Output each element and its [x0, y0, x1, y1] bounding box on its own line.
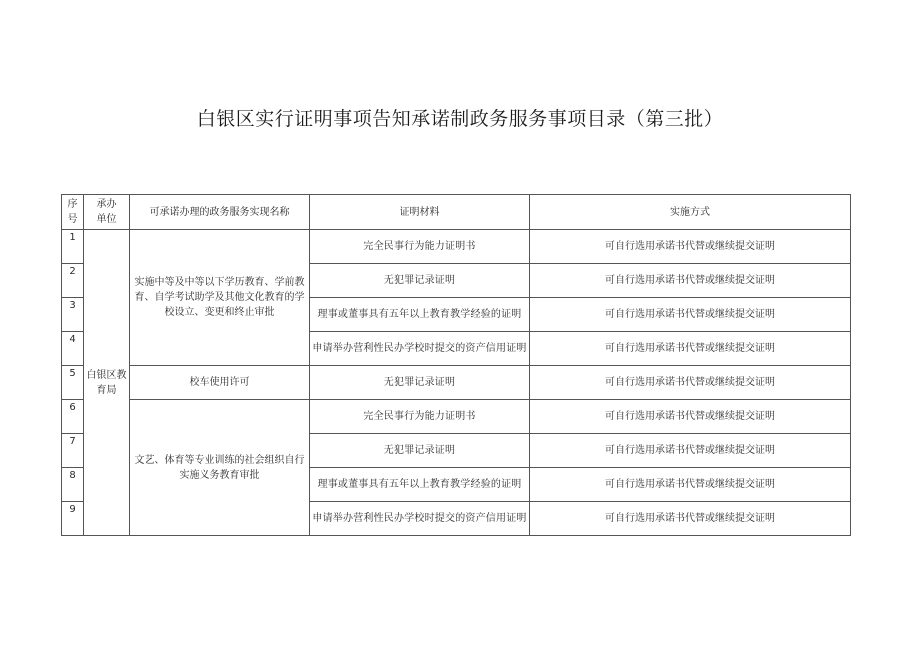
page-title: 白银区实行证明事项告知承诺制政务服务事项目录（第三批） — [196, 108, 724, 130]
material-cell: 理事或董事具有五年以上教育教学经验的证明 — [310, 298, 530, 332]
row-seq: 1 — [62, 230, 84, 264]
material-cell: 完全民事行为能力证明书 — [310, 400, 530, 434]
method-cell: 可自行选用承诺书代替或继续提交证明 — [530, 366, 851, 400]
table-header-row — [62, 195, 851, 230]
row-seq: 4 — [62, 332, 84, 366]
header-service: 可承诺办理的政务服务实现名称 — [130, 195, 310, 230]
method-cell: 可自行选用承诺书代替或继续提交证明 — [530, 502, 851, 536]
catalog-table — [61, 194, 851, 536]
row-seq: 6 — [62, 400, 84, 434]
service-cell: 校车使用许可 — [130, 366, 310, 400]
material-cell: 无犯罪记录证明 — [310, 434, 530, 468]
header-unit-line2: 单位 — [96, 214, 117, 225]
header-method: 实施方式 — [530, 195, 851, 230]
row-seq: 2 — [62, 264, 84, 298]
table-row — [62, 400, 851, 434]
method-cell: 可自行选用承诺书代替或继续提交证明 — [530, 434, 851, 468]
unit-cell: 白银区教育局 — [84, 230, 130, 536]
header-seq — [62, 195, 84, 230]
table-row — [62, 366, 851, 400]
row-seq: 5 — [62, 366, 84, 400]
material-cell: 完全民事行为能力证明书 — [310, 230, 530, 264]
material-cell: 理事或董事具有五年以上教育教学经验的证明 — [310, 468, 530, 502]
material-cell: 无犯罪记录证明 — [310, 366, 530, 400]
table-row — [62, 230, 851, 264]
service-cell: 实施中等及中等以下学历教育、学前教育、自学考试助学及其他文化教育的学校设立、变更和终止审批 — [130, 230, 310, 366]
material-cell: 申请举办营利性民办学校时提交的资产信用证明 — [310, 332, 530, 366]
header-material: 证明材料 — [310, 195, 530, 230]
row-seq: 7 — [62, 434, 84, 468]
header-unit — [84, 195, 130, 230]
material-cell: 申请举办营利性民办学校时提交的资产信用证明 — [310, 502, 530, 536]
row-seq: 9 — [62, 502, 84, 536]
method-cell: 可自行选用承诺书代替或继续提交证明 — [530, 332, 851, 366]
method-cell: 可自行选用承诺书代替或继续提交证明 — [530, 230, 851, 264]
header-seq-line2: 号 — [67, 214, 78, 225]
row-seq: 3 — [62, 298, 84, 332]
method-cell: 可自行选用承诺书代替或继续提交证明 — [530, 264, 851, 298]
service-cell: 文艺、体育等专业训练的社会组织自行实施义务教育审批 — [130, 400, 310, 536]
material-cell: 无犯罪记录证明 — [310, 264, 530, 298]
header-unit-line1: 承办 — [96, 199, 117, 210]
header-seq-line1: 序 — [67, 199, 78, 210]
row-seq: 8 — [62, 468, 84, 502]
method-cell: 可自行选用承诺书代替或继续提交证明 — [530, 400, 851, 434]
method-cell: 可自行选用承诺书代替或继续提交证明 — [530, 298, 851, 332]
method-cell: 可自行选用承诺书代替或继续提交证明 — [530, 468, 851, 502]
